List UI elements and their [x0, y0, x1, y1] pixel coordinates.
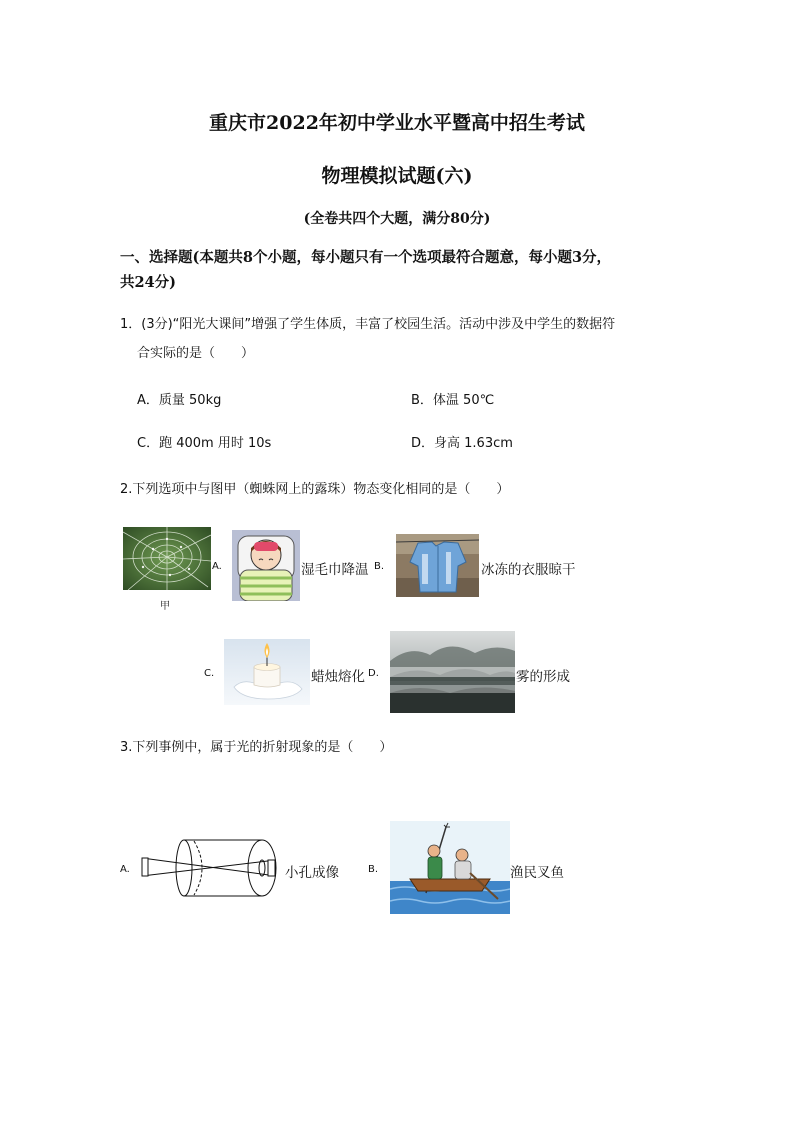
q2-option-b-caption: 冰冻的衣服晾干 [481, 562, 576, 578]
q3-option-b-caption: 渔民叉鱼 [510, 865, 564, 881]
fishermen-spearing-image [390, 821, 510, 914]
q1-option-c: C．跑 400m 用时 10s [137, 436, 272, 451]
q2-option-c-caption: 蜡烛熔化 [311, 669, 365, 685]
q2-stem: 2.下列选项中与图甲（蜘蛛网上的露珠）物态变化相同的是（ ） [120, 482, 510, 497]
section-heading-line1: 一、选择题(本题共8个小题，每小题只有一个选项最符合题意，每小题3分， [120, 249, 612, 266]
pinhole-camera-diagram [138, 836, 286, 900]
exam-subtitle: 物理模拟试题(六) [321, 165, 473, 187]
q3-option-a-caption: 小孔成像 [285, 865, 339, 881]
q2-option-a-caption: 湿毛巾降温 [301, 562, 369, 578]
section-heading-line2: 共24分) [120, 274, 177, 291]
q3-option-b-letter: B. [368, 864, 379, 875]
q2-option-c-letter: C. [204, 668, 215, 679]
fig-jia-label: 甲 [160, 601, 170, 612]
q1-stem-line1: 1．(3分)“阳光大课间”增强了学生体质，丰富了校园生活。活动中涉及中学生的数据符 [120, 317, 616, 332]
q3-option-a-letter: A. [120, 864, 130, 875]
spider-web-dew-image [123, 527, 211, 590]
q2-option-b-letter: B. [374, 561, 385, 572]
q1-option-d: D．身高 1.63cm [411, 436, 513, 451]
wet-towel-cartoon-image [232, 530, 300, 601]
q2-option-d-letter: D. [368, 668, 379, 679]
q1-option-a: A．质量 50kg [137, 393, 222, 408]
q2-option-a-letter: A. [212, 561, 222, 572]
frozen-clothes-image [396, 534, 479, 597]
q1-option-b: B．体温 50℃ [411, 393, 495, 408]
q3-stem: 3.下列事例中，属于光的折射现象的是（ ） [120, 740, 393, 755]
fog-mountains-image [390, 631, 515, 713]
exam-note: (全卷共四个大题，满分80分) [303, 211, 491, 227]
exam-title: 重庆市2022年初中学业水平暨高中招生考试 [209, 112, 585, 134]
melting-candle-image [224, 639, 310, 705]
q2-option-d-caption: 雾的形成 [516, 669, 570, 685]
q1-stem-line2: 合实际的是（ ） [137, 346, 255, 361]
